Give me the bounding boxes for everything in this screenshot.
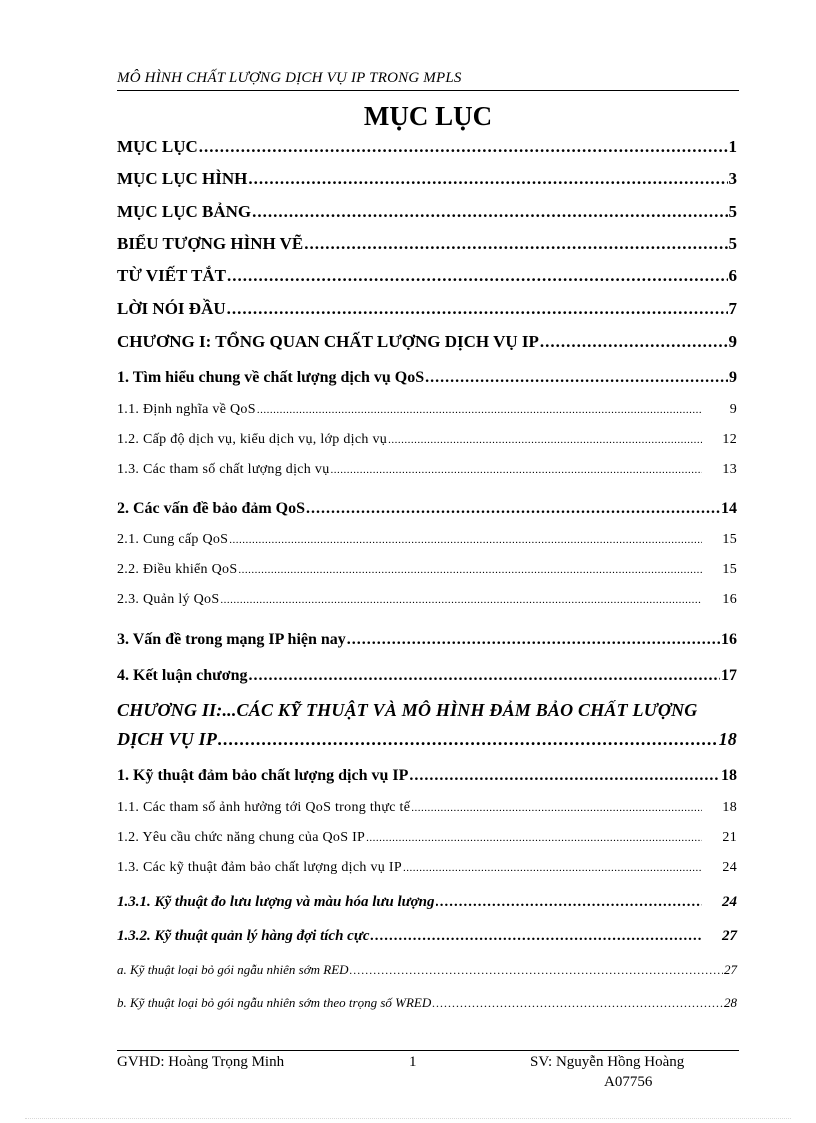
- toc-entry-label: BIỂU TƯỢNG HÌNH VẼ: [117, 234, 304, 253]
- toc-entry[interactable]: [117, 432, 737, 454]
- toc-entry-page: 27: [724, 962, 737, 977]
- toc-entry-page: 16: [721, 631, 737, 648]
- toc-entry-label: MỤC LỤC HÌNH: [117, 169, 248, 188]
- toc-entry[interactable]: [117, 500, 737, 522]
- dot-leader: [218, 729, 718, 750]
- toc-entry-page: 27: [722, 928, 737, 944]
- toc-entry-label: MỤC LỤC: [117, 137, 198, 156]
- toc-entry-label: DỊCH VỤ IP: [117, 729, 218, 749]
- toc-entry-label: a. Kỹ thuật loại bỏ gói ngẫu nhiên sớm RED: [117, 962, 349, 977]
- dot-leader: [248, 169, 727, 189]
- dot-leader: [350, 963, 723, 978]
- toc-entry-label: 1.3. Các kỹ thuật đảm bảo chất lượng dịch vụ IP: [117, 860, 402, 875]
- toc-entry-label: 4. Kết luận chương: [117, 667, 248, 684]
- toc-entry-page: 14: [721, 500, 737, 517]
- toc-entry[interactable]: [117, 137, 737, 159]
- toc-entry-label: 2.3. Quản lý QoS: [117, 592, 220, 607]
- page-title: MỤC LỤC: [363, 101, 493, 131]
- toc-entry-page: 9: [729, 369, 737, 386]
- toc-entry[interactable]: [117, 860, 737, 882]
- toc-entry-label: 1.2. Yêu cầu chức năng chung của QoS IP: [117, 830, 366, 845]
- dot-leader: [227, 266, 728, 286]
- toc-entry[interactable]: [117, 562, 737, 584]
- toc-entry-page: 7: [728, 299, 737, 318]
- toc-chapter-2-line1[interactable]: CHƯƠNG II:...CÁC KỸ THUẬT VÀ MÔ HÌNH ĐẢM BẢO CHẤT LƯỢNG: [117, 700, 698, 720]
- toc-entry[interactable]: [117, 631, 737, 653]
- toc-entry-page: 9: [729, 402, 737, 417]
- toc-entry[interactable]: [117, 234, 737, 256]
- toc-entry-page: 5: [728, 202, 737, 221]
- header-rule: [117, 90, 739, 91]
- dot-leader: [227, 299, 728, 319]
- dot-leader: [199, 137, 728, 157]
- toc-entry[interactable]: [117, 830, 737, 852]
- toc-entry[interactable]: [117, 299, 737, 321]
- toc-entry-label: 1. Kỹ thuật đảm bảo chất lượng dịch vụ IP: [117, 767, 409, 784]
- toc-entry[interactable]: [117, 202, 737, 224]
- toc-entry[interactable]: [117, 369, 737, 391]
- footer-student: SV: Nguyễn Hồng Hoàng: [530, 1054, 685, 1070]
- toc-entry-page: 18: [722, 800, 737, 815]
- toc-entry-page: 18: [721, 767, 737, 784]
- dot-leader: [252, 202, 727, 222]
- toc-entry-label: 1.1. Các tham số ảnh hưởng tới QoS trong thực tế: [117, 800, 411, 815]
- toc-entry[interactable]: [117, 995, 737, 1017]
- dot-leader: [388, 434, 702, 446]
- dot-leader: [432, 996, 723, 1011]
- toc-entry-page: 13: [722, 462, 737, 477]
- toc-entry-label: 1.3.1. Kỹ thuật đo lưu lượng và màu hóa lưu lượng: [117, 894, 435, 910]
- toc-entry-label: 1.3.2. Kỹ thuật quản lý hàng đợi tích cực: [117, 928, 370, 944]
- toc-entry[interactable]: [117, 462, 737, 484]
- toc-entry-label: b. Kỹ thuật loại bỏ gói ngẫu nhiên sớm theo trọng số WRED: [117, 995, 432, 1010]
- dot-leader: [257, 404, 702, 416]
- toc-entry[interactable]: [117, 729, 737, 751]
- toc-entry-page: 18: [718, 729, 737, 749]
- toc-entry-page: 24: [722, 860, 737, 875]
- running-header: MÔ HÌNH CHẤT LƯỢNG DỊCH VỤ IP TRONG MPLS: [117, 70, 462, 86]
- toc-entry[interactable]: [117, 332, 737, 354]
- dot-leader: [403, 862, 702, 874]
- toc-entry[interactable]: [117, 667, 737, 689]
- toc-entry-label: 1.2. Cấp độ dịch vụ, kiểu dịch vụ, lớp dịch vụ: [117, 432, 388, 447]
- toc-entry[interactable]: [117, 266, 737, 288]
- toc-entry-label: LỜI NÓI ĐẦU: [117, 299, 226, 318]
- toc-entry-page: 15: [722, 532, 737, 547]
- footer-student-id: A07756: [604, 1074, 653, 1090]
- dot-leader: [220, 594, 702, 606]
- toc-entry[interactable]: [117, 532, 737, 554]
- dot-leader: [306, 500, 720, 518]
- toc-entry-page: 5: [728, 234, 737, 253]
- toc-entry-page: 3: [728, 169, 737, 188]
- page-edge-divider: [25, 1118, 791, 1119]
- toc-entry-page: 1: [728, 137, 737, 156]
- dot-leader: [411, 802, 702, 814]
- toc-entry[interactable]: [117, 402, 737, 424]
- dot-leader: [366, 832, 702, 844]
- toc-entry-label: 3. Vấn đề trong mạng IP hiện nay: [117, 631, 346, 648]
- toc-entry-page: 17: [721, 667, 737, 684]
- dot-leader: [436, 894, 702, 911]
- toc-entry-page: 21: [722, 830, 737, 845]
- toc-entry-page: 28: [724, 995, 737, 1010]
- dot-leader: [248, 667, 720, 685]
- toc-entry[interactable]: [117, 962, 737, 984]
- toc-entry-page: 9: [728, 332, 737, 351]
- toc-entry-page: 24: [722, 894, 737, 910]
- toc-entry-page: 15: [722, 562, 737, 577]
- dot-leader: [238, 564, 702, 576]
- toc-entry-label: 1.1. Định nghĩa về QoS: [117, 402, 256, 417]
- dot-leader: [370, 928, 702, 945]
- dot-leader: [409, 767, 720, 785]
- dot-leader: [229, 534, 702, 546]
- toc-entry-label: CHƯƠNG I: TỔNG QUAN CHẤT LƯỢNG DỊCH VỤ IP: [117, 332, 539, 351]
- dot-leader: [540, 332, 728, 352]
- toc-entry[interactable]: [117, 928, 737, 950]
- toc-entry-page: 16: [722, 592, 737, 607]
- footer-rule: [117, 1050, 739, 1051]
- toc-entry-label: 2.1. Cung cấp QoS: [117, 532, 229, 547]
- toc-entry-label: MỤC LỤC BẢNG: [117, 202, 252, 221]
- toc-entry-label: TỪ VIẾT TẮT: [117, 266, 226, 285]
- footer-page-number: 1: [409, 1054, 417, 1070]
- toc-entry-label: 1. Tìm hiểu chung về chất lượng dịch vụ QoS: [117, 369, 425, 386]
- toc-entry-page: 12: [722, 432, 737, 447]
- toc-entry-label: 2. Các vấn đề bảo đảm QoS: [117, 500, 306, 517]
- toc-entry[interactable]: [117, 169, 737, 191]
- toc-entry-label: 2.2. Điều khiển QoS: [117, 562, 238, 577]
- toc-entry[interactable]: [117, 767, 737, 789]
- toc-entry[interactable]: [117, 800, 737, 822]
- dot-leader: [331, 464, 702, 476]
- dot-leader: [304, 234, 727, 254]
- dot-leader: [425, 369, 728, 387]
- footer-advisor: GVHD: Hoàng Trọng Minh: [117, 1054, 285, 1070]
- toc-entry-label: 1.3. Các tham số chất lượng dịch vụ: [117, 462, 330, 477]
- toc-entry[interactable]: [117, 592, 737, 614]
- toc-entry-page: 6: [728, 266, 737, 285]
- dot-leader: [347, 631, 720, 649]
- toc-entry[interactable]: [117, 894, 737, 916]
